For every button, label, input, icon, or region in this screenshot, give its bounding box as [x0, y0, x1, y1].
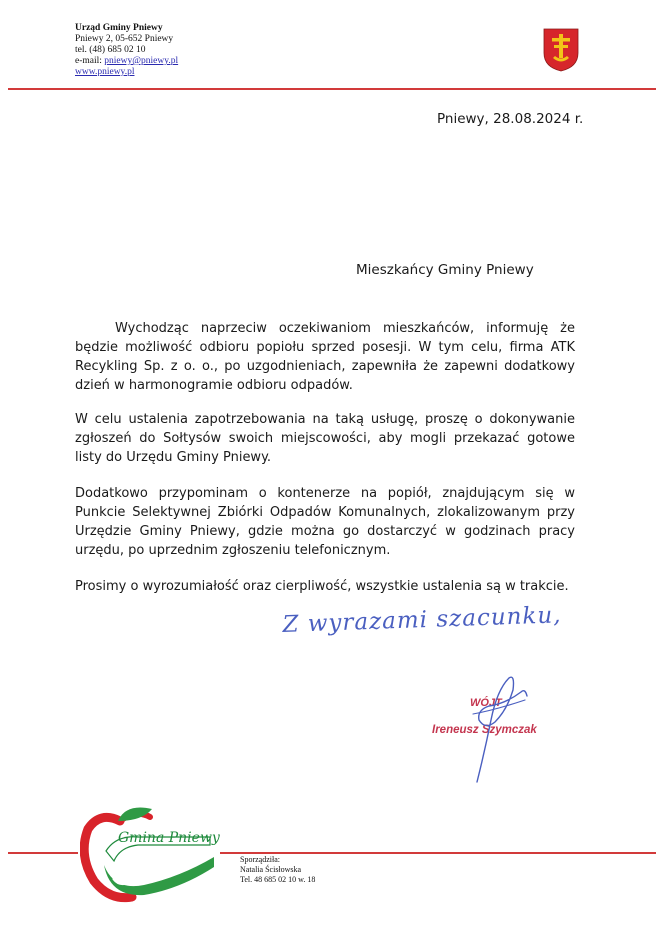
prepared-label: Sporządziła:	[240, 855, 280, 864]
footer-rule-left	[8, 852, 78, 854]
header-rule	[8, 88, 656, 90]
signature-icon	[455, 670, 535, 785]
stamp-name: Ireneusz Szymczak	[432, 724, 537, 736]
handwritten-closing: Z wyrazami szacunku,	[282, 602, 562, 638]
paragraph-3: Dodatkowo przypominam o kontenerze na popiół, znajdującym się w Punkcie Selektywnej Zbiórki Odpadów Komunalnych, zlokalizowanym przy Urzędzie Gminy Pniewy, gdzie można go dostarczyć w godzinach pracy urzędu, po uprzednim zgłoszeniu telefonicznym.	[75, 486, 575, 558]
paragraph-2: W celu ustalenia zapotrzebowania na taką usługę, proszę o dokonywanie zgłoszeń do Sołtysów swoich miejscowości, aby mogli przekazać gotowe listy do Urzędu Gminy Pniewy.	[75, 412, 575, 465]
organization-name: Urząd Gminy Pniewy	[75, 23, 163, 33]
coat-of-arms-icon	[542, 27, 580, 73]
letter-date: Pniewy, 28.08.2024 r.	[437, 111, 584, 127]
website-link[interactable]: www.pniewy.pl	[75, 67, 135, 77]
logo-name: Gmina Pniewy	[118, 830, 220, 846]
letter-recipient: Mieszkańcy Gminy Pniewy	[356, 262, 534, 278]
email-line	[75, 56, 178, 67]
prepared-by-phone: Tel. 48 685 02 10 w. 18	[240, 875, 316, 884]
footer-rule-right	[220, 852, 656, 854]
phone: tel. (48) 685 02 10	[75, 45, 146, 55]
prepared-by-block	[240, 855, 315, 885]
email-link[interactable]: pniewy@pniewy.pl	[104, 56, 179, 66]
stamp-title: WÓJT	[470, 697, 502, 709]
paragraph-1: Wychodząc naprzeciw oczekiwaniom mieszkańców, informuję że będzie możliwość odbioru popiołu sprzed posesji. W tym celu, firma ATK Recykling Sp. z o. o., po uzgodnieniach, zapewniła że zapewni dodatkowy dzień w harmonogramie odbioru odpadów.	[75, 321, 575, 393]
email-label: e-mail:	[75, 56, 105, 66]
logo-tagline: Owocna przyszłość	[128, 845, 206, 867]
letterhead	[75, 23, 178, 78]
prepared-by-name: Natalia Ścisłowska	[240, 865, 302, 874]
address: Pniewy 2, 05-652 Pniewy	[75, 34, 174, 44]
paragraph-4: Prosimy o wyrozumiałość oraz cierpliwość, wszystkie ustalenia są w trakcie.	[75, 579, 569, 594]
